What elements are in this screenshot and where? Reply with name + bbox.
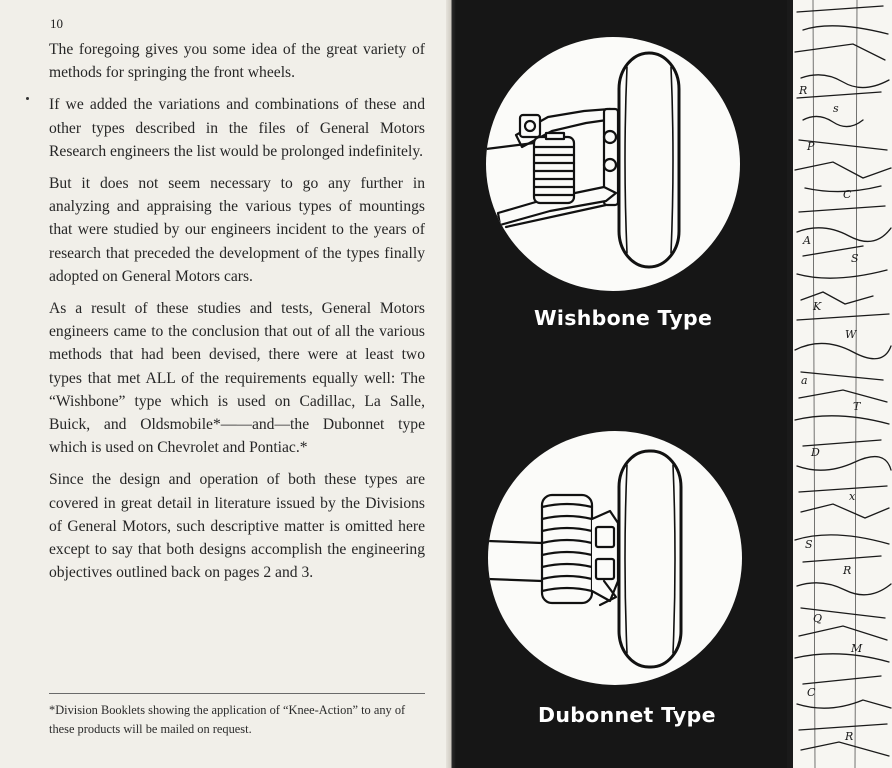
svg-text:R: R: [843, 564, 852, 577]
paragraph: The foregoing gives you some idea of the great variety of methods for springing the front wheels.: [49, 41, 425, 82]
svg-text:M: M: [851, 642, 863, 655]
svg-text:A: A: [803, 234, 811, 247]
svg-text:C: C: [843, 188, 852, 201]
engineering-notes-icon: [793, 0, 892, 768]
svg-text:P: P: [807, 140, 815, 153]
svg-text:D: D: [811, 446, 820, 459]
page-number: 10: [50, 16, 63, 31]
svg-text:W: W: [845, 328, 857, 341]
dubonnet-suspension-icon: [488, 431, 742, 685]
footnote: *Division Booklets showing the application of “Knee-Action” to any of these products will be mailed on request.: [49, 703, 406, 736]
svg-text:R: R: [799, 84, 808, 97]
wishbone-suspension-icon: [486, 37, 740, 291]
svg-text:C: C: [807, 686, 816, 699]
svg-text:R: R: [845, 730, 854, 743]
svg-text:Q: Q: [813, 612, 823, 625]
dubonnet-caption: Dubonnet Type: [538, 703, 716, 727]
book-gutter: [446, 0, 456, 768]
paragraph: If we added the variations and combinations of these and other types described in the files of General Motors Research engineers the list would be prolonged indefinitely.: [49, 96, 425, 160]
svg-text:s: s: [833, 102, 839, 115]
svg-text:S: S: [851, 252, 859, 265]
svg-text:a: a: [801, 374, 808, 387]
body-text: [49, 38, 425, 593]
footnote-divider: [49, 693, 425, 694]
svg-text:T: T: [853, 400, 861, 413]
margin-dot: [26, 97, 29, 100]
paragraph: But it does not seem necessary to go any further in analyzing and appraising the various types of mountings that were studied by our engineers incident to the years of research that preceded the development of the types finally adopted on General Motors cars.: [49, 175, 425, 285]
svg-text:S: S: [805, 538, 813, 551]
svg-text:x: x: [849, 490, 856, 503]
wishbone-caption: Wishbone Type: [534, 306, 713, 330]
paragraph: As a result of these studies and tests, General Motors engineers came to the conclusion that out of all the various methods that had been devised, there were at least two types that met ALL of the requirements equally well: The “Wishbone” type which is used on Cadillac, La Salle, Buick, and Oldsmobile*——and—the Dubonnet type which is used on Chevrolet and Pontiac.*: [49, 300, 425, 457]
paragraph: Since the design and operation of both these types are covered in great detail in literature issued by the Divisions of General Motors, such descriptive matter is omitted here except to say that both designs accomplish the engineering objectives outlined back on pages 2 and 3.: [49, 471, 425, 582]
svg-text:K: K: [813, 300, 822, 313]
